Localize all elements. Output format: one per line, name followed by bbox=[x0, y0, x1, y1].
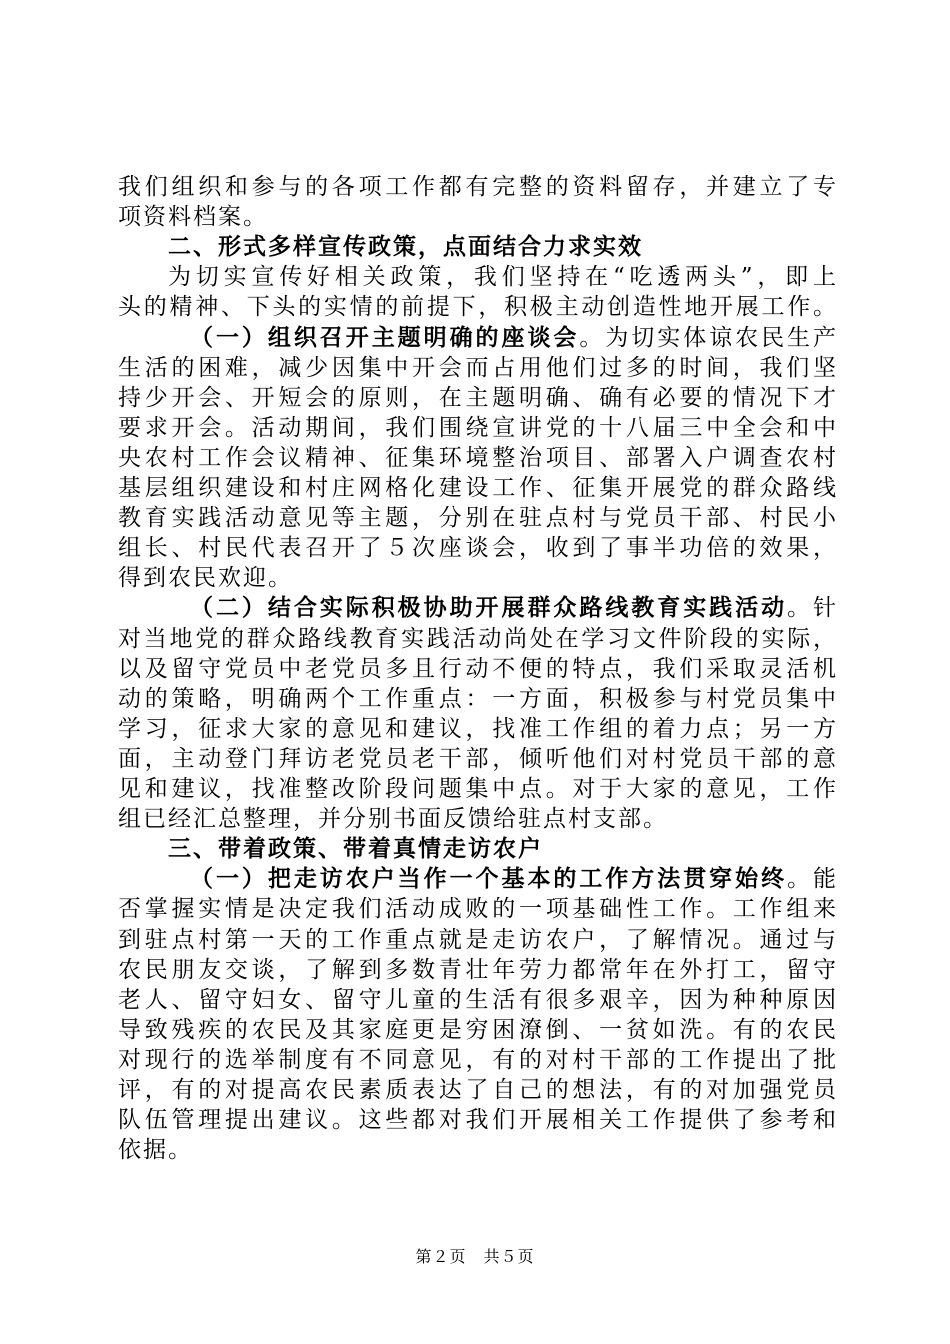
body-line: 为切实宣传好相关政策，我们坚持在“吃透两头”，即上 bbox=[168, 264, 838, 291]
body-line: 组长、村民代表召开了５次座谈会，收到了事半功倍的效果， bbox=[118, 535, 838, 562]
body-line: 对现行的选举制度有不同意见，有的对村干部的工作提出了批 bbox=[118, 1046, 838, 1073]
subsection-heading: （一）组织召开主题明确的座谈会 bbox=[190, 323, 580, 351]
body-line: 项资料档案。 bbox=[118, 204, 268, 231]
body-line: 基层组织建设和村庄网格化建设工作、征集开展党的群众路线 bbox=[118, 475, 838, 501]
body-line: 老人、留守妇女、留守儿童的生活有很多艰辛，因为种种原因 bbox=[118, 986, 838, 1013]
body-line: 评，有的对提高农民素质表达了自己的想法，有的对加强党员 bbox=[118, 1077, 838, 1103]
page-number-footer: 第２页 共５页 bbox=[415, 1247, 535, 1266]
body-line: 对当地党的群众路线教育实践活动尚处在学习文件阶段的实际， bbox=[118, 625, 838, 652]
body-line: 以及留守党员中老党员多且行动不便的特点，我们采取灵活机 bbox=[118, 655, 838, 682]
body-line: 否掌握实情是决定我们活动成败的一项基础性工作。工作组来 bbox=[118, 896, 838, 923]
body-line: 教育实践活动意见等主题，分别在驻点村与党员干部、村民小 bbox=[118, 505, 838, 532]
body-line: 到驻点村第一天的工作重点就是走访农户，了解情况。通过与 bbox=[118, 926, 838, 953]
section-heading: 三、带着政策、带着真情走访农户 bbox=[168, 835, 543, 863]
subsection-line: （一）组织召开主题明确的座谈会。为切实体谅农民生产 bbox=[190, 323, 839, 351]
subsection-heading: （二）结合实际积极协助开展群众路线教育实践活动 bbox=[190, 594, 788, 622]
body-line: 依据。 bbox=[118, 1137, 193, 1164]
subsection-line: （二）结合实际积极协助开展群众路线教育实践活动。针 bbox=[190, 594, 839, 622]
body-line: 导致残疾的农民及其家庭更是穷困潦倒、一贫如洗。有的农民 bbox=[118, 1016, 838, 1043]
body-line: 头的精神、下头的实情的前提下，积极主动创造性地开展工作。 bbox=[118, 294, 838, 321]
body-line: 央农村工作会议精神、征集环境整治项目、部署入户调查农村 bbox=[118, 444, 838, 471]
subsection-heading: （一）把走访农户当作一个基本的工作方法贯穿始终 bbox=[190, 865, 788, 893]
body-line: 见和建议，找准整改阶段问题集中点。对于大家的意见，工作 bbox=[118, 776, 838, 802]
body-line: 农民朋友交谈，了解到多数青壮年劳力都常年在外打工，留守 bbox=[118, 956, 838, 983]
section-heading: 二、形式多样宣传政策，点面结合力求实效 bbox=[168, 233, 643, 261]
body-line: 面，主动登门拜访老党员老干部，倾听他们对村党员干部的意 bbox=[118, 745, 838, 772]
body-line: 我们组织和参与的各项工作都有完整的资料留存，并建立了专 bbox=[118, 174, 838, 200]
body-line: 要求开会。活动期间，我们围绕宣讲党的十八届三中全会和中 bbox=[118, 414, 838, 441]
body-line: 得到农民欢迎。 bbox=[118, 565, 293, 592]
body-line: 学习，征求大家的意见和建议，找准工作组的着力点；另一方 bbox=[118, 715, 838, 742]
body-line: 组已经汇总整理，并分别书面反馈给驻点村支部。 bbox=[118, 806, 668, 833]
body-line: 持少开会、开短会的原则，在主题明确、确有必要的情况下才 bbox=[118, 384, 838, 411]
body-line: 生活的困难，减少因集中开会而占用他们过多的时间，我们坚 bbox=[118, 354, 838, 381]
subsection-line: （一）把走访农户当作一个基本的工作方法贯穿始终。能 bbox=[190, 865, 839, 893]
body-line: 队伍管理提出建议。这些都对我们开展相关工作提供了参考和 bbox=[118, 1107, 838, 1134]
body-line: 动的策略，明确两个工作重点：一方面，积极参与村党员集中 bbox=[118, 685, 838, 712]
